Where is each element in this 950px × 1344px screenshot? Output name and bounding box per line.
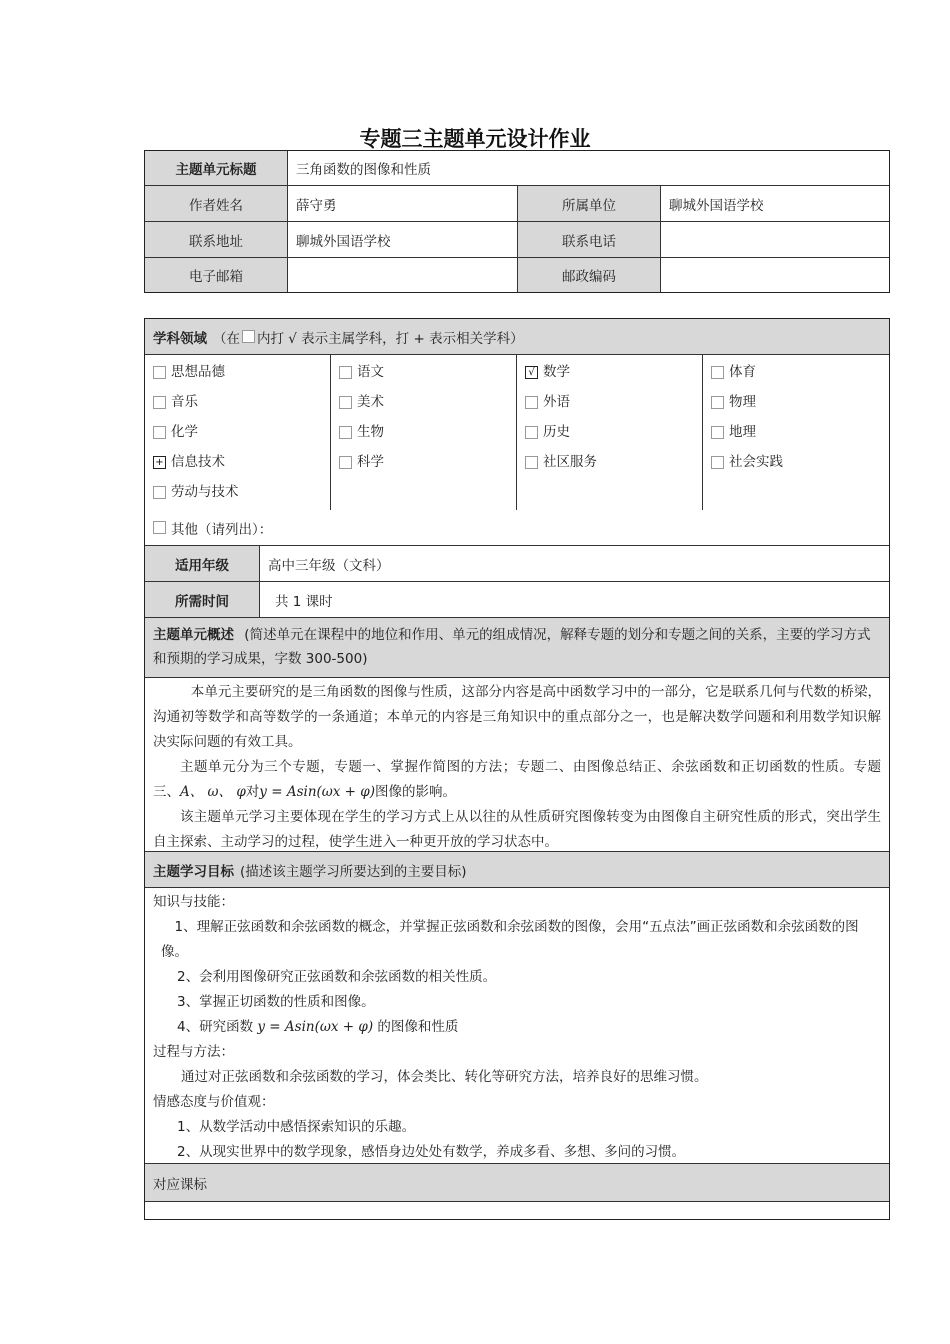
subject-option[interactable]: [153, 391, 322, 421]
subject-option[interactable]: [153, 361, 322, 391]
subject-grid: [145, 355, 889, 510]
subject-option-label: 历史: [543, 424, 570, 440]
checkbox-icon[interactable]: [525, 396, 538, 409]
grade-value[interactable]: 高中三年级（文科）: [268, 557, 390, 574]
time-row: [145, 582, 889, 618]
other-subject-label: 其他（请列出）：: [171, 521, 273, 538]
grade-label: 适用年级: [145, 546, 260, 581]
subject-option[interactable]: [153, 421, 322, 451]
subject-option[interactable]: [525, 361, 694, 391]
subject-column-1: [145, 355, 331, 510]
process-label: 过程与方法：: [153, 1044, 234, 1060]
checkbox-icon[interactable]: [525, 426, 538, 439]
sample-checkbox-icon: [242, 330, 255, 343]
subject-option-label: 音乐: [171, 394, 198, 410]
standard-body[interactable]: [145, 1202, 889, 1220]
document-title: 专题三主题单元设计作业: [359, 127, 591, 151]
subject-option-label: 数学: [543, 364, 570, 380]
author-value[interactable]: 薛守勇: [288, 186, 518, 221]
emotion-item-1: 1、从数学活动中感悟探索知识的乐趣。: [177, 1119, 416, 1135]
subject-column-3: [517, 355, 703, 510]
email-value[interactable]: [288, 258, 518, 292]
time-label: 所需时间: [145, 582, 260, 617]
overview-header-note: (简述单元在课程中的地位和作用、单元的组成情况，解释专题的划分和专题之间的关系，主要的学习方式和预期的学习成果，字数 300-500): [153, 627, 871, 667]
phone-value[interactable]: [661, 222, 889, 257]
subject-header-note2: 内打 √ 表示主属学科，打 + 表示相关学科）: [257, 330, 524, 347]
unit-title-value[interactable]: 三角函数的图像和性质: [296, 162, 431, 178]
checkbox-icon[interactable]: [153, 366, 166, 379]
unit-title-label: 主题单元标题: [145, 151, 288, 185]
formula-sine-function-2: y = Asin(ωx + φ): [257, 1019, 374, 1035]
zip-value[interactable]: [661, 258, 889, 292]
org-label: 所属单位: [518, 186, 661, 221]
checkbox-icon[interactable]: [525, 456, 538, 469]
other-subject-row[interactable]: [145, 510, 889, 546]
knowledge-item-4: 4、研究函数 y = Asin(ωx + φ) 的图像和性质: [177, 1019, 459, 1035]
subject-option-label: 体育: [729, 364, 756, 380]
subject-option-label: 外语: [543, 394, 570, 410]
zip-label: 邮政编码: [518, 258, 661, 292]
knowledge-item-3: 3、掌握正切函数的性质和图像。: [177, 994, 375, 1010]
goals-header-note: (描述该主题学习所要达到的主要目标): [240, 863, 467, 880]
org-value[interactable]: 聊城外国语学校: [669, 197, 764, 214]
subject-option-label: 社区服务: [543, 454, 597, 470]
author-label: 作者姓名: [145, 186, 288, 221]
plus-icon[interactable]: +: [153, 456, 166, 469]
overview-paragraph-1: 本单元主要研究的是三角函数的图像与性质，这部分内容是高中函数学习中的一部分，它是联系几何与代数的桥梁，沟通初等数学和高等数学的一条通道；本单元的内容是三角知识中的重点部分之一，也是解决数学问题和利用数学知识解决实际问题的有效工具。: [153, 684, 881, 750]
checkbox-icon[interactable]: [711, 396, 724, 409]
checkbox-icon[interactable]: [339, 396, 352, 409]
subject-option[interactable]: [711, 451, 881, 481]
subject-option[interactable]: [525, 451, 694, 481]
subject-option[interactable]: [153, 451, 322, 481]
subject-option[interactable]: [711, 361, 881, 391]
knowledge-item-2: 2、会利用图像研究正弦函数和余弦函数的相关性质。: [177, 969, 497, 985]
emotion-label: 情感态度与价值观：: [153, 1094, 275, 1110]
subject-option[interactable]: [339, 391, 508, 421]
subject-option[interactable]: [711, 391, 881, 421]
subject-option-label: 物理: [729, 394, 756, 410]
checkbox-icon[interactable]: [711, 366, 724, 379]
goals-header: [145, 852, 889, 888]
emotion-item-2: 2、从现实世界中的数学现象，感悟身边处处有数学，养成多看、多想、多问的习惯。: [177, 1144, 686, 1160]
checkmark-icon[interactable]: √: [525, 366, 538, 379]
subject-option[interactable]: [711, 421, 881, 451]
standard-label: 对应课标: [153, 1176, 207, 1193]
subject-header-note: （在: [213, 330, 240, 347]
email-row: [145, 258, 889, 292]
subject-option-label: 信息技术: [171, 454, 225, 470]
checkbox-icon[interactable]: [339, 426, 352, 439]
phone-label: 联系电话: [518, 222, 661, 257]
subject-option[interactable]: [339, 451, 508, 481]
formula-params: A、 ω、 φ: [180, 784, 246, 800]
subject-option-label: 生物: [357, 424, 384, 440]
standard-header: [145, 1164, 889, 1202]
knowledge-item-1: 1、理解正弦函数和余弦函数的概念，并掌握正弦函数和余弦函数的图像，会用“五点法”画正弦函数和余弦函数的图像。: [161, 919, 859, 960]
subject-option-label: 科学: [357, 454, 384, 470]
subject-option-label: 社会实践: [729, 454, 783, 470]
subject-option[interactable]: [339, 361, 508, 391]
checkbox-icon[interactable]: [153, 486, 166, 499]
info-table: [144, 150, 890, 293]
subject-option-label: 劳动与技术: [171, 484, 239, 500]
subject-option[interactable]: [525, 421, 694, 451]
checkbox-icon[interactable]: [711, 456, 724, 469]
subject-option[interactable]: [153, 481, 322, 511]
subject-option[interactable]: [339, 421, 508, 451]
subject-option-label: 化学: [171, 424, 198, 440]
overview-header: [145, 618, 889, 678]
subject-column-4: [703, 355, 889, 510]
address-label: 联系地址: [145, 222, 288, 257]
overview-body[interactable]: [145, 678, 889, 852]
formula-sine-function: y = Asin(ωx + φ): [259, 784, 376, 800]
email-label: 电子邮箱: [145, 258, 288, 292]
overview-paragraph-3: 该主题单元学习主要体现在学生的学习方式上从以往的从性质研究图像转变为由图像自主研究性质的形式，突出学生自主探索、主动学习的过程，使学生进入一种更开放的学习状态中。: [153, 809, 881, 850]
address-value[interactable]: 聊城外国语学校: [288, 222, 518, 257]
goals-header-title: 主题学习目标: [153, 863, 234, 880]
knowledge-label: 知识与技能：: [153, 894, 234, 910]
subject-header-title: 学科领域: [153, 330, 207, 347]
goals-body[interactable]: [145, 888, 889, 1164]
subject-option[interactable]: [525, 391, 694, 421]
checkbox-other[interactable]: [153, 521, 166, 534]
content-table: [144, 318, 890, 1220]
checkbox-icon[interactable]: [153, 426, 166, 439]
subject-option-label: 地理: [729, 424, 756, 440]
process-item-1: 通过对正弦函数和余弦函数的学习，体会类比、转化等研究方法，培养良好的思维习惯。: [181, 1069, 708, 1085]
checkbox-icon[interactable]: [711, 426, 724, 439]
time-value[interactable]: 共 1 课时: [275, 593, 333, 610]
address-row: [145, 222, 889, 258]
checkbox-icon[interactable]: [153, 396, 166, 409]
subject-option-label: 语文: [357, 364, 384, 380]
subject-column-2: [331, 355, 517, 510]
overview-header-title: 主题单元概述: [153, 627, 234, 643]
unit-title-row: [145, 151, 889, 186]
subject-option-label: 思想品德: [171, 364, 225, 380]
author-row: [145, 186, 889, 222]
checkbox-icon[interactable]: [339, 366, 352, 379]
grade-row: [145, 546, 889, 582]
subject-header: [145, 319, 889, 355]
checkbox-icon[interactable]: [339, 456, 352, 469]
subject-option-label: 美术: [357, 394, 384, 410]
overview-paragraph-2: 主题单元分为三个专题，专题一、掌握作简图的方法；专题二、由图像总结正、余弦函数和正切函数的性质。专题三、A、 ω、 φ对y = Asin(ωx + φ)图像的影响。: [153, 759, 881, 800]
